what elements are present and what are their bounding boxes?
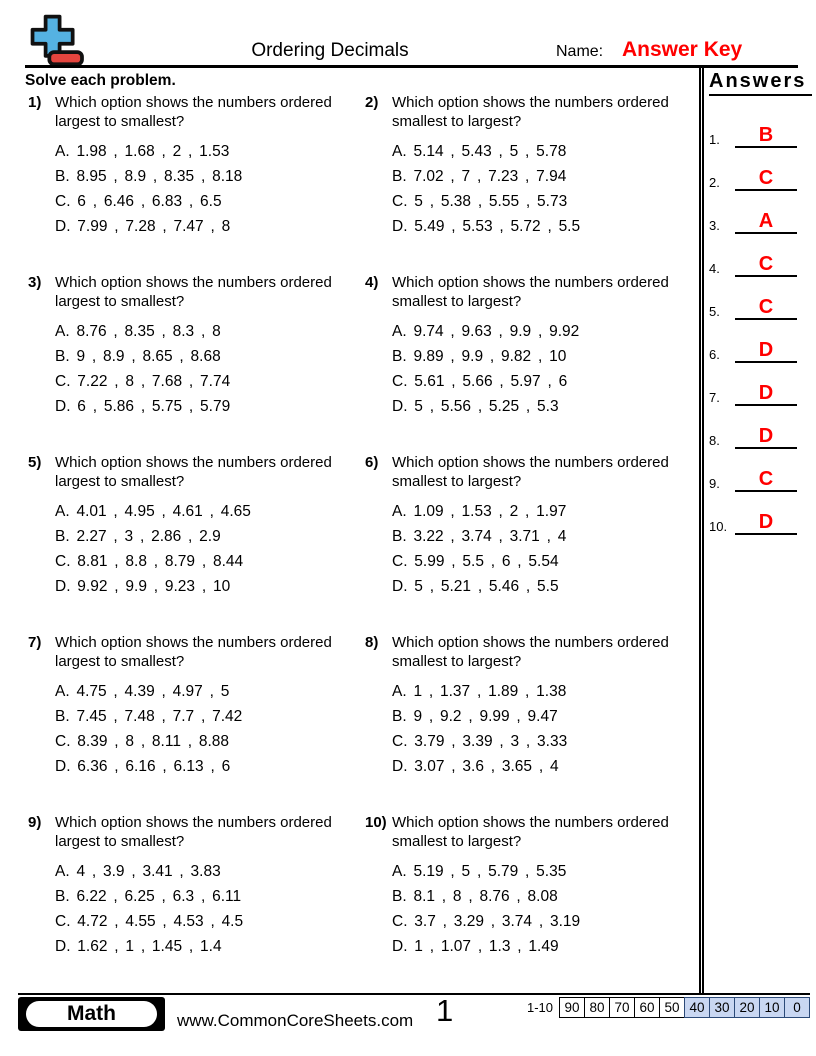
option-c: C. 7.22 , 8 , 7.68 , 7.74 [55,373,231,390]
problem-number: 2) [365,94,379,111]
problem-5 [25,451,362,631]
option-b: B. 2.27 , 3 , 2.86 , 2.9 [55,528,221,545]
option-d: D. 5 , 5.21 , 5.46 , 5.5 [392,578,559,595]
option-c: C. 3.79 , 3.39 , 3 , 3.33 [392,733,568,750]
name-value-answer-key: Answer Key [622,38,743,61]
answer-item-6 [709,339,812,363]
name-label: Name: [556,43,604,60]
option-a: A. 8.76 , 8.35 , 8.3 , 8 [55,323,221,340]
problem-7 [25,631,362,811]
problem-10 [362,811,699,991]
answer-blank [735,383,797,406]
score-cell-50: 50 [659,997,685,1018]
problem-number: 1) [28,94,42,111]
score-cell-30: 30 [709,997,735,1018]
answer-number: 8. [709,433,720,448]
option-c: C. 6 , 6.46 , 6.83 , 6.5 [55,193,222,210]
option-c: C. 5.99 , 5.5 , 6 , 5.54 [392,553,559,570]
answer-letter: C [758,468,774,490]
option-b: B. 7.45 , 7.48 , 7.7 , 7.42 [55,708,243,725]
answer-letter: D [758,425,774,447]
answer-item-5 [709,296,812,320]
option-c: C. 3.7 , 3.29 , 3.74 , 3.19 [392,913,581,930]
footer [0,993,816,1056]
option-b: B. 9.89 , 9.9 , 9.82 , 10 [392,348,567,365]
answer-blank [735,426,797,449]
option-a: A. 5.14 , 5.43 , 5 , 5.78 [392,143,567,160]
problem-number: 5) [28,454,42,471]
answer-blank [735,512,797,535]
problems-area [25,68,699,991]
footer-divider [18,993,810,995]
problem-question: Which option shows the numbers ordered smallest to largest? [392,94,669,130]
answer-item-8 [709,425,812,449]
option-a: A. 9.74 , 9.63 , 9.9 , 9.92 [392,323,580,340]
option-d: D. 5.49 , 5.53 , 5.72 , 5.5 [392,218,581,235]
answer-number: 3. [709,218,720,233]
score-cell-90: 90 [559,997,585,1018]
instructions: Solve each problem. [25,72,176,89]
answer-number: 4. [709,261,720,276]
header [0,0,816,68]
problem-question: Which option shows the numbers ordered smallest to largest? [392,814,669,850]
answer-number: 2. [709,175,720,190]
answer-letter: C [758,167,774,189]
score-cell-60: 60 [634,997,660,1018]
option-d: D. 3.07 , 3.6 , 3.65 , 4 [392,758,559,775]
option-d: D. 6 , 5.86 , 5.75 , 5.79 [55,398,231,415]
answer-letter: D [758,339,774,361]
answers-panel [699,68,816,993]
option-d: D. 1.62 , 1 , 1.45 , 1.4 [55,938,222,955]
problem-number: 4) [365,274,379,291]
main-content [0,68,816,993]
brand-label: Math [26,1001,157,1027]
option-a: A. 1.98 , 1.68 , 2 , 1.53 [55,143,230,160]
problem-number: 6) [365,454,379,471]
problems-grid [25,91,699,991]
problem-number: 10) [365,814,387,831]
option-a: A. 1 , 1.37 , 1.89 , 1.38 [392,683,567,700]
answer-blank [735,168,797,191]
answer-number: 6. [709,347,720,362]
score-range-label: 1-10 [526,1000,553,1015]
problem-question: Which option shows the numbers ordered smallest to largest? [392,634,669,670]
answer-letter: B [758,124,774,146]
option-d: D. 5 , 5.56 , 5.25 , 5.3 [392,398,559,415]
option-c: C. 5.61 , 5.66 , 5.97 , 6 [392,373,568,390]
answer-letter: D [758,382,774,404]
answer-blank [735,211,797,234]
answer-item-4 [709,253,812,277]
option-b: B. 8.95 , 8.9 , 8.35 , 8.18 [55,168,243,185]
problem-question: Which option shows the numbers ordered largest to smallest? [55,454,332,490]
answer-letter: C [758,296,774,318]
website-url: www.CommonCoreSheets.com [177,1011,414,1030]
option-c: C. 4.72 , 4.55 , 4.53 , 4.5 [55,913,244,930]
score-cell-40: 40 [684,997,710,1018]
answer-number: 9. [709,476,720,491]
option-d: D. 1 , 1.07 , 1.3 , 1.49 [392,938,559,955]
option-b: B. 9 , 8.9 , 8.65 , 8.68 [55,348,221,365]
option-b: B. 3.22 , 3.74 , 3.71 , 4 [392,528,567,545]
score-cell-10: 10 [759,997,785,1018]
problem-number: 9) [28,814,42,831]
answer-item-2 [709,167,812,191]
answer-letter: A [758,210,774,232]
option-b: B. 8.1 , 8 , 8.76 , 8.08 [392,888,558,905]
problem-8 [362,631,699,811]
option-a: A. 4 , 3.9 , 3.41 , 3.83 [55,863,221,880]
answer-blank [735,125,797,148]
answer-blank [735,297,797,320]
answer-item-10 [709,511,812,535]
problem-question: Which option shows the numbers ordered largest to smallest? [55,814,332,850]
problem-question: Which option shows the numbers ordered largest to smallest? [55,274,332,310]
option-b: B. 9 , 9.2 , 9.99 , 9.47 [392,708,558,725]
score-cell-80: 80 [584,997,610,1018]
answer-item-7 [709,382,812,406]
score-cell-0: 0 [784,997,810,1018]
score-cell-70: 70 [609,997,635,1018]
score-cell-20: 20 [734,997,760,1018]
answer-item-3 [709,210,812,234]
problem-4 [362,271,699,451]
answer-blank [735,254,797,277]
problem-question: Which option shows the numbers ordered smallest to largest? [392,454,669,490]
page-title: Ordering Decimals [251,40,409,61]
option-c: C. 8.81 , 8.8 , 8.79 , 8.44 [55,553,244,570]
problem-number: 7) [28,634,42,651]
option-a: A. 5.19 , 5 , 5.79 , 5.35 [392,863,567,880]
problem-number: 8) [365,634,379,651]
answer-number: 1. [709,132,720,147]
answer-item-9 [709,468,812,492]
option-d: D. 7.99 , 7.28 , 7.47 , 8 [55,218,231,235]
problem-2 [362,91,699,271]
answer-blank [735,469,797,492]
problem-question: Which option shows the numbers ordered smallest to largest? [392,274,669,310]
answer-number: 5. [709,304,720,319]
math-brand-badge [18,997,165,1031]
problem-6 [362,451,699,631]
answer-blank [735,340,797,363]
option-a: A. 4.01 , 4.95 , 4.61 , 4.65 [55,503,251,520]
option-c: C. 5 , 5.38 , 5.55 , 5.73 [392,193,568,210]
option-a: A. 1.09 , 1.53 , 2 , 1.97 [392,503,567,520]
page-number: 1 [436,993,454,1028]
answer-number: 10. [709,519,728,534]
option-b: B. 7.02 , 7 , 7.23 , 7.94 [392,168,567,185]
option-c: C. 8.39 , 8 , 8.11 , 8.88 [55,733,230,750]
answers-title: Answers [709,70,812,96]
option-d: D. 9.92 , 9.9 , 9.23 , 10 [55,578,231,595]
answer-number: 7. [709,390,720,405]
option-d: D. 6.36 , 6.16 , 6.13 , 6 [55,758,231,775]
problem-question: Which option shows the numbers ordered largest to smallest? [55,94,332,130]
problem-number: 3) [28,274,42,291]
problem-question: Which option shows the numbers ordered largest to smallest? [55,634,332,670]
answer-item-1 [709,124,812,148]
problem-9 [25,811,362,991]
option-a: A. 4.75 , 4.39 , 4.97 , 5 [55,683,230,700]
problem-1 [25,91,362,271]
score-strip [527,997,810,1018]
answers-list [709,124,812,535]
problem-3 [25,271,362,451]
answer-letter: C [758,253,774,275]
option-b: B. 6.22 , 6.25 , 6.3 , 6.11 [55,888,242,905]
answer-letter: D [758,511,774,533]
